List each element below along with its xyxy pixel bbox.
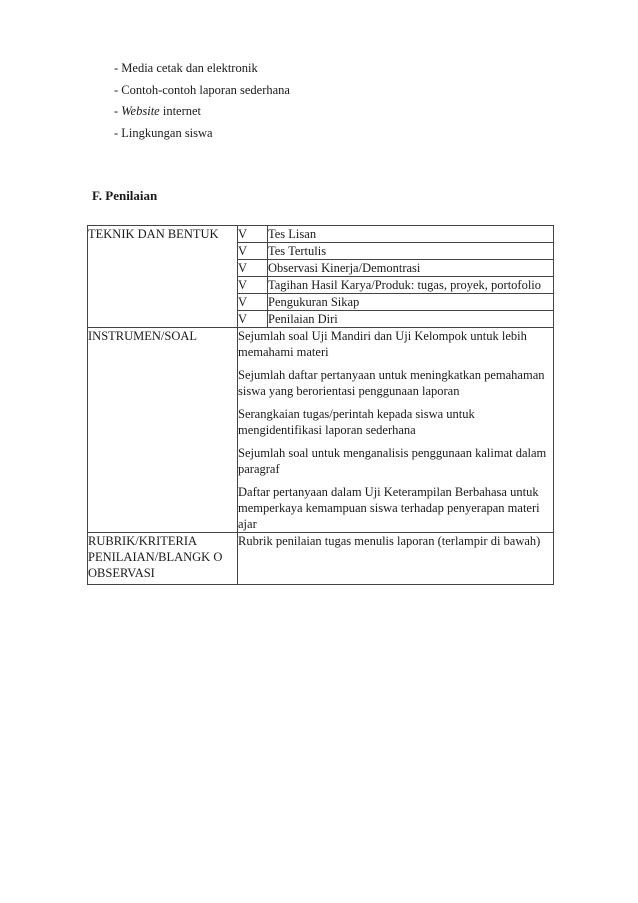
check-mark: V — [238, 311, 268, 328]
teknik-item: Tagihan Hasil Karya/Produk: tugas, proyek, portofolio — [268, 277, 554, 294]
instrumen-item: Daftar pertanyaan dalam Uji Keterampilan Berbahasa untuk memperkaya kemampuan siswa terhadap penyerapan materi ajar — [238, 485, 540, 531]
assessment-table — [87, 225, 554, 585]
learning-sources-list — [114, 58, 290, 144]
check-mark: V — [238, 294, 268, 311]
teknik-item: Observasi Kinerja/Demontrasi — [268, 260, 554, 277]
source-item-suffix: internet — [159, 104, 202, 118]
source-item — [114, 101, 290, 123]
section-heading: F. Penilaian — [92, 188, 158, 203]
teknik-item: Tes Lisan — [268, 226, 554, 243]
source-item: - Lingkungan siswa — [114, 125, 213, 140]
instrumen-item: Sejumlah daftar pertanyaan untuk meningkatkan pemahaman siswa yang berorientasi penggunaan laporan — [238, 368, 545, 398]
rubrik-content: Rubrik penilaian tugas menulis laporan (terlampir di bawah) — [238, 533, 554, 585]
source-item: - Media cetak dan elektronik — [114, 61, 258, 75]
instrumen-label: INSTRUMEN/SOAL — [88, 328, 238, 533]
source-item: - Contoh-contoh laporan sederhana — [114, 82, 290, 97]
instrumen-item: Sejumlah soal Uji Mandiri dan Uji Kelompok untuk lebih memahami materi — [238, 329, 527, 359]
check-mark: V — [238, 277, 268, 294]
rubrik-label: RUBRIK/KRITERIA PENILAIAN/BLANGK O OBSERVASI — [88, 533, 238, 585]
source-item-prefix: - — [114, 104, 122, 118]
check-mark: V — [238, 226, 268, 243]
teknik-item: Penilaian Diri — [268, 311, 554, 328]
instrumen-row — [88, 328, 554, 533]
rubrik-row — [88, 533, 554, 585]
source-item-emphasis: Website — [121, 104, 160, 118]
instrumen-content — [238, 328, 554, 533]
teknik-item: Tes Tertulis — [268, 243, 554, 260]
instrumen-item: Sejumlah soal untuk menganalisis penggunaan kalimat dalam paragraf — [238, 446, 547, 476]
teknik-label: TEKNIK DAN BENTUK — [88, 226, 238, 328]
check-mark: V — [238, 260, 268, 277]
instrumen-item: Serangkaian tugas/perintah kepada siswa untuk mengidentifikasi laporan sederhana — [238, 407, 475, 437]
teknik-item: Pengukuran Sikap — [268, 294, 554, 311]
check-mark: V — [238, 243, 268, 260]
teknik-row — [88, 226, 554, 243]
